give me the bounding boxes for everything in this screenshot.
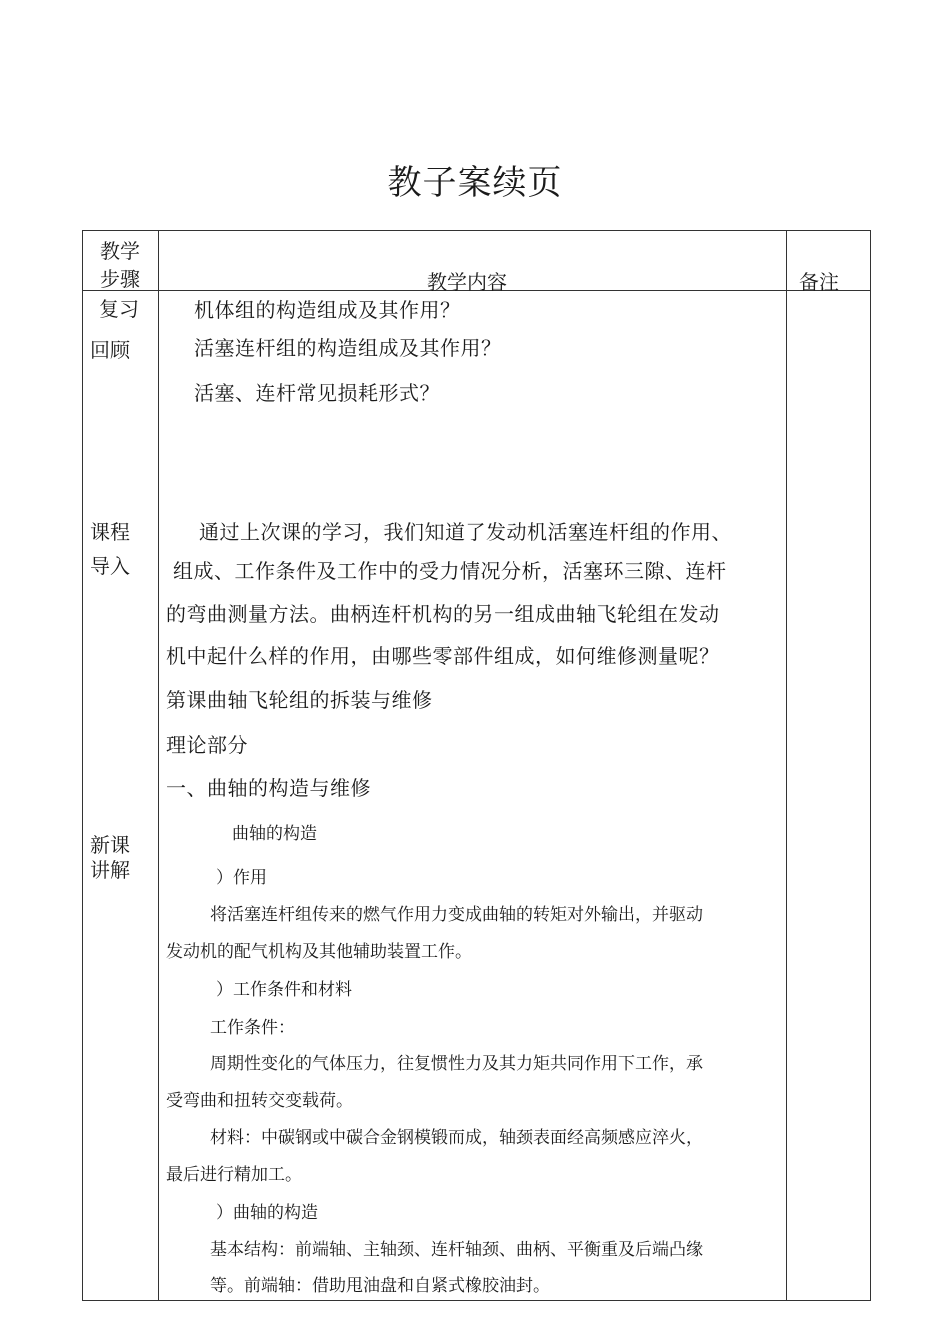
- header-steps-line1: 教学: [100, 239, 140, 263]
- conditions-line-1: 周期性变化的气体压力，往复惯性力及其力矩共同作用下工作，承: [210, 1054, 703, 1074]
- subheading-function: ）作用: [216, 868, 267, 888]
- header-steps-line2: 步骤: [100, 267, 140, 291]
- conditions-line-2: 受弯曲和扭转交变载荷。: [166, 1091, 353, 1111]
- review-question-2: 活塞连杆组的构造组成及其作用？: [194, 336, 502, 360]
- intro-label-line1: 课程: [90, 520, 130, 544]
- function-line-1: 将活塞连杆组传来的燃气作用力变成曲轴的转矩对外输出，并驱动: [210, 905, 703, 925]
- review-label-line2: 回顾: [90, 338, 130, 362]
- review-label-line1: 复习: [99, 297, 139, 321]
- intro-label-line2: 导入: [90, 554, 130, 578]
- structure-line-1: 基本结构：前端轴、主轴颈、连杆轴颈、曲柄、平衡重及后端凸缘: [210, 1240, 703, 1260]
- review-question-3: 活塞、连杆常见损耗形式？: [194, 381, 440, 405]
- subheading-conditions: ）工作条件和材料: [216, 980, 352, 1000]
- header-notes: 备注: [799, 270, 839, 294]
- material-line-2: 最后进行精加工。: [166, 1165, 302, 1185]
- new-lesson-label-line1: 新课: [90, 833, 130, 857]
- structure-line-2: 等。前端轴：借助甩油盘和自紧式橡胶油封。: [210, 1276, 550, 1296]
- material-line-1: 材料：中碳钢或中碳合金钢模锻而成，轴颈表面经高频感应淬火，: [210, 1128, 703, 1148]
- intro-line-3: 的弯曲测量方法。曲柄连杆机构的另一组成曲轴飞轮组在发动: [166, 602, 720, 626]
- intro-line-1: 通过上次课的学习，我们知道了发动机活塞连杆组的作用、: [199, 520, 732, 544]
- lesson-topic: 第课曲轴飞轮组的拆装与维修: [166, 688, 433, 712]
- column-divider-steps: [158, 230, 159, 1301]
- section-heading-crankshaft: 一、曲轴的构造与维修: [166, 776, 371, 800]
- intro-line-4: 机中起什么样的作用，由哪些零部件组成，如何维修测量呢？: [166, 644, 720, 668]
- subheading-structure: ）曲轴的构造: [216, 1203, 318, 1223]
- theory-heading: 理论部分: [166, 733, 248, 757]
- page-title: 教子案续页: [387, 163, 563, 203]
- column-divider-notes: [786, 230, 787, 1301]
- subheading-construction: 曲轴的构造: [232, 824, 317, 844]
- intro-line-2: 组成、工作条件及工作中的受力情况分析，活塞环三隙、连杆: [173, 559, 727, 583]
- review-question-1: 机体组的构造组成及其作用？: [194, 298, 461, 322]
- function-line-2: 发动机的配气机构及其他辅助装置工作。: [166, 942, 472, 962]
- new-lesson-label-line2: 讲解: [90, 858, 130, 882]
- conditions-label: 工作条件：: [210, 1018, 295, 1038]
- header-content: 教学内容: [427, 270, 507, 294]
